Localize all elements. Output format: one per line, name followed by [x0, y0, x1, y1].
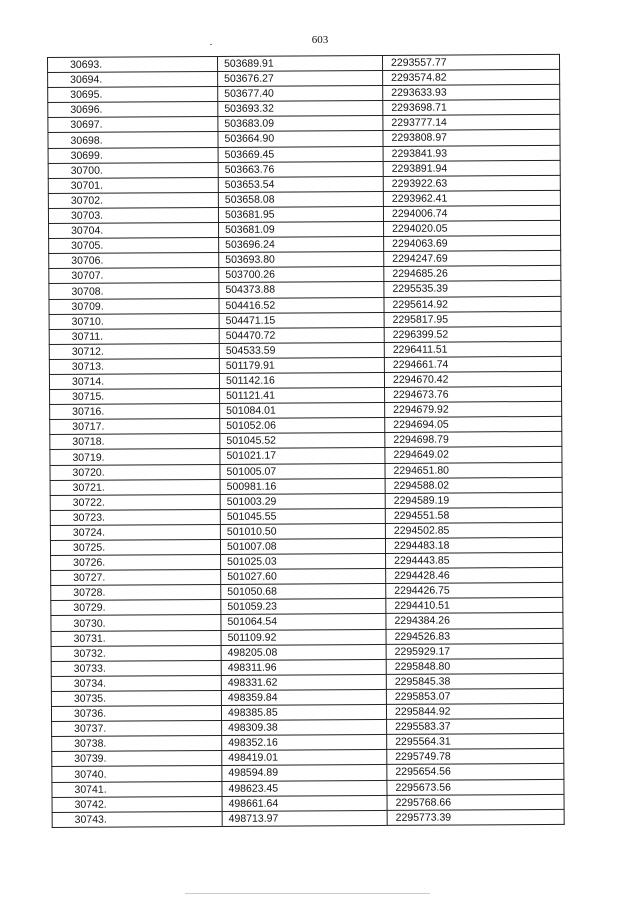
easting-cell: 501050.68 [221, 584, 386, 600]
point-index-cell: 30725. [50, 539, 220, 555]
point-index-cell: 30737. [52, 721, 222, 737]
easting-cell: 503676.27 [218, 71, 383, 87]
easting-cell: 498594.89 [222, 765, 387, 781]
point-index-cell: 30736. [51, 705, 221, 721]
easting-cell: 498309.38 [222, 720, 387, 736]
point-index-cell: 30740. [52, 766, 222, 782]
northing-cell: 2294661.74 [384, 356, 561, 372]
northing-cell: 2295614.92 [384, 296, 561, 312]
easting-cell: 501005.07 [220, 463, 385, 479]
northing-cell: 2293962.41 [383, 190, 560, 206]
northing-cell: 2294428.46 [386, 568, 563, 584]
northing-cell: 2295749.78 [387, 749, 564, 765]
point-index-cell: 30742. [52, 796, 222, 812]
point-index-cell: 30697. [48, 117, 218, 133]
northing-cell: 2294649.02 [385, 447, 562, 463]
easting-cell: 504471.15 [219, 312, 384, 328]
northing-cell: 2294006.74 [383, 205, 560, 221]
point-index-cell: 30723. [50, 509, 220, 525]
northing-cell: 2294589.19 [385, 492, 562, 508]
page-number: 603 [311, 34, 329, 46]
point-index-cell: 30693. [48, 56, 218, 72]
point-index-cell: 30718. [50, 434, 220, 450]
easting-cell: 503669.45 [218, 146, 383, 162]
northing-cell: 2295768.66 [387, 794, 564, 810]
northing-cell: 2293574.82 [383, 69, 560, 85]
easting-cell: 501010.50 [220, 523, 385, 539]
table-row [52, 809, 564, 827]
northing-cell: 2293777.14 [383, 115, 560, 131]
point-index-cell: 30706. [49, 253, 219, 269]
northing-cell: 2294679.92 [385, 402, 562, 418]
point-index-cell: 30739. [52, 751, 222, 767]
easting-cell: 503689.91 [217, 55, 382, 71]
northing-cell: 2294063.69 [384, 235, 561, 251]
northing-cell: 2294247.69 [384, 251, 561, 267]
northing-cell: 2296411.51 [384, 341, 561, 357]
coordinate-table-container [47, 54, 564, 828]
easting-cell: 498205.08 [221, 644, 386, 660]
point-index-cell: 30735. [51, 690, 221, 706]
easting-cell: 500981.16 [220, 478, 385, 494]
easting-cell: 503681.95 [218, 206, 383, 222]
easting-cell: 501109.92 [221, 629, 386, 645]
easting-cell: 498331.62 [221, 674, 386, 690]
point-index-cell: 30714. [49, 373, 219, 389]
easting-cell: 501052.06 [220, 418, 385, 434]
northing-cell: 2295817.95 [384, 311, 561, 327]
northing-cell: 2295929.17 [386, 643, 563, 659]
northing-cell: 2295673.56 [387, 779, 564, 795]
point-index-cell: 30720. [50, 464, 220, 480]
point-index-cell: 30722. [50, 494, 220, 510]
easting-cell: 503664.90 [218, 131, 383, 147]
easting-cell: 503653.54 [218, 176, 383, 192]
easting-cell: 504470.72 [219, 327, 384, 343]
point-index-cell: 30734. [51, 675, 221, 691]
point-index-cell: 30743. [52, 811, 222, 827]
coordinate-table [47, 54, 565, 828]
point-index-cell: 30721. [50, 479, 220, 495]
easting-cell: 498385.85 [221, 704, 386, 720]
easting-cell: 498661.64 [222, 795, 387, 811]
point-index-cell: 30730. [51, 615, 221, 631]
point-index-cell: 30716. [50, 404, 220, 420]
northing-cell: 2295848.80 [386, 658, 563, 674]
point-index-cell: 30709. [49, 298, 219, 314]
northing-cell: 2294588.02 [385, 477, 562, 493]
easting-cell: 504416.52 [219, 297, 384, 313]
northing-cell: 2294651.80 [385, 462, 562, 478]
easting-cell: 501045.52 [220, 433, 385, 449]
point-index-cell: 30702. [48, 192, 218, 208]
northing-cell: 2293698.71 [383, 100, 560, 116]
point-index-cell: 30703. [48, 207, 218, 223]
scan-mark [210, 44, 212, 45]
easting-cell: 501084.01 [220, 403, 385, 419]
point-index-cell: 30694. [48, 72, 218, 88]
point-index-cell: 30701. [48, 177, 218, 193]
point-index-cell: 30707. [49, 268, 219, 284]
point-index-cell: 30696. [48, 102, 218, 118]
point-index-cell: 30717. [50, 419, 220, 435]
northing-cell: 2295564.31 [387, 734, 564, 750]
point-index-cell: 30695. [48, 87, 218, 103]
northing-cell: 2294502.85 [385, 522, 562, 538]
easting-cell: 501121.41 [220, 388, 385, 404]
point-index-cell: 30728. [51, 585, 221, 601]
northing-cell: 2295844.92 [386, 703, 563, 719]
bottom-rule [185, 893, 430, 894]
easting-cell: 501059.23 [221, 599, 386, 615]
point-index-cell: 30711. [49, 328, 219, 344]
point-index-cell: 30733. [51, 660, 221, 676]
northing-cell: 2294526.83 [386, 628, 563, 644]
easting-cell: 498623.45 [222, 780, 387, 796]
easting-cell: 498359.84 [221, 689, 386, 705]
northing-cell: 2294483.18 [385, 537, 562, 553]
point-index-cell: 30732. [51, 645, 221, 661]
coordinate-table-body [48, 54, 565, 827]
northing-cell: 2293557.77 [382, 54, 559, 70]
northing-cell: 2294443.85 [386, 552, 563, 568]
easting-cell: 503677.40 [218, 86, 383, 102]
point-index-cell: 30715. [50, 389, 220, 405]
point-index-cell: 30719. [50, 449, 220, 465]
point-index-cell: 30724. [50, 524, 220, 540]
point-index-cell: 30741. [52, 781, 222, 797]
northing-cell: 2295845.38 [386, 673, 563, 689]
point-index-cell: 30704. [49, 222, 219, 238]
northing-cell: 2293922.63 [383, 175, 560, 191]
easting-cell: 501045.55 [220, 508, 385, 524]
point-index-cell: 30738. [52, 736, 222, 752]
northing-cell: 2295583.37 [387, 718, 564, 734]
easting-cell: 503693.80 [219, 252, 384, 268]
northing-cell: 2294551.58 [385, 507, 562, 523]
northing-cell: 2294020.05 [384, 220, 561, 236]
point-index-cell: 30731. [51, 630, 221, 646]
northing-cell: 2296399.52 [384, 326, 561, 342]
northing-cell: 2294673.76 [385, 386, 562, 402]
northing-cell: 2294698.79 [385, 432, 562, 448]
easting-cell: 498419.01 [222, 750, 387, 766]
northing-cell: 2294426.75 [386, 583, 563, 599]
northing-cell: 2293808.97 [383, 130, 560, 146]
easting-cell: 501021.17 [220, 448, 385, 464]
easting-cell: 504533.59 [219, 342, 384, 358]
easting-cell: 498713.97 [222, 810, 387, 826]
northing-cell: 2294694.05 [385, 417, 562, 433]
point-index-cell: 30699. [48, 147, 218, 163]
northing-cell: 2295535.39 [384, 281, 561, 297]
northing-cell: 2293891.94 [383, 160, 560, 176]
easting-cell: 503700.26 [219, 267, 384, 283]
point-index-cell: 30726. [51, 555, 221, 571]
point-index-cell: 30713. [49, 358, 219, 374]
northing-cell: 2295853.07 [386, 688, 563, 704]
easting-cell: 504373.88 [219, 282, 384, 298]
point-index-cell: 30727. [51, 570, 221, 586]
point-index-cell: 30700. [48, 162, 218, 178]
easting-cell: 501142.16 [219, 372, 384, 388]
easting-cell: 503693.32 [218, 101, 383, 117]
point-index-cell: 30698. [48, 132, 218, 148]
northing-cell: 2294685.26 [384, 266, 561, 282]
easting-cell: 501003.29 [220, 493, 385, 509]
northing-cell: 2294384.26 [386, 613, 563, 629]
northing-cell: 2294670.42 [384, 371, 561, 387]
point-index-cell: 30712. [49, 343, 219, 359]
point-index-cell: 30705. [49, 238, 219, 254]
easting-cell: 501179.91 [219, 357, 384, 373]
easting-cell: 503683.09 [218, 116, 383, 132]
easting-cell: 501007.08 [220, 538, 385, 554]
easting-cell: 503663.76 [218, 161, 383, 177]
northing-cell: 2295654.56 [387, 764, 564, 780]
point-index-cell: 30729. [51, 600, 221, 616]
northing-cell: 2293841.93 [383, 145, 560, 161]
easting-cell: 503658.08 [218, 191, 383, 207]
easting-cell: 501064.54 [221, 614, 386, 630]
northing-cell: 2293633.93 [383, 85, 560, 101]
easting-cell: 503681.09 [219, 221, 384, 237]
point-index-cell: 30710. [49, 313, 219, 329]
easting-cell: 498311.96 [221, 659, 386, 675]
easting-cell: 501025.03 [221, 554, 386, 570]
northing-cell: 2294410.51 [386, 598, 563, 614]
easting-cell: 501027.60 [221, 569, 386, 585]
easting-cell: 498352.16 [222, 735, 387, 751]
easting-cell: 503696.24 [219, 237, 384, 253]
point-index-cell: 30708. [49, 283, 219, 299]
northing-cell: 2295773.39 [387, 809, 564, 825]
